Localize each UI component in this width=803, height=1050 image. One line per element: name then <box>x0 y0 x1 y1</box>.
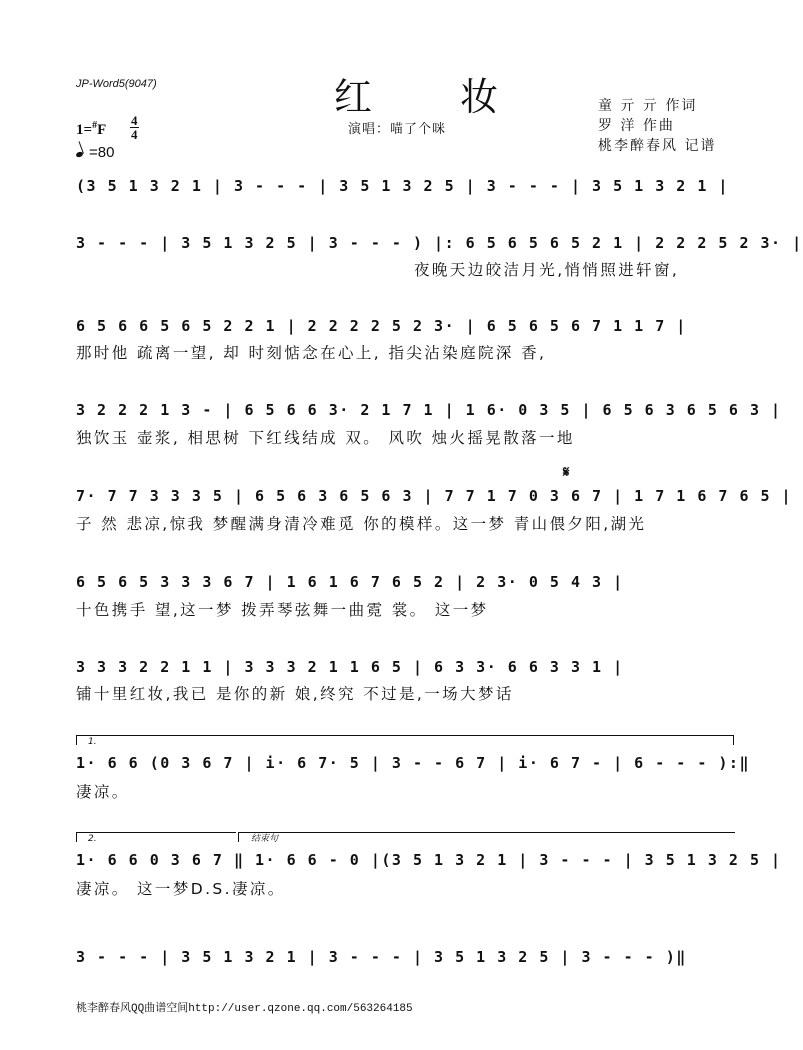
coda-label: 结束句 <box>238 832 735 842</box>
score-row-7: 3 3 3 2 2 1 1 | 3 3 3 2 1 1 6 5 | 6 3 3· 6 6 3 3 1 | <box>76 658 624 676</box>
lyric-row-4: 独饮玉 壶浆, 相思树 下红线结成 双。 风吹 烛火摇晃散落一地 <box>76 429 575 447</box>
credits-block <box>598 96 716 156</box>
software-label: JP-Word5(9047) <box>76 78 157 90</box>
score-row-4: 3 2 2 2 1 3 - | 6 5 6 6 3· 2 1 7 1 | 1 6· 0 3 5 | 6 5 6 3 6 5 6 3 | <box>76 401 782 419</box>
score-row-1: (3 5 1 3 2 1 | 3 - - - | 3 5 1 3 2 5 | 3 - - - | 3 5 1 3 2 1 | <box>76 177 729 195</box>
lyric-row-2: 夜晚天边皎洁月光,悄悄照进轩窗, <box>414 261 680 279</box>
volta-first-ending: 1. <box>76 735 734 745</box>
lyric-row-8: 凄凉。 <box>76 783 130 801</box>
score-row-3: 6 5 6 6 5 6 5 2 2 1 | 2 2 2 2 5 2 3· | 6 5 6 5 6 7 1 1 7 | <box>76 317 687 335</box>
lyric-row-7: 铺十里红妆,我已 是你的新 娘,终究 不过是,一场大梦话 <box>76 685 514 703</box>
time-denominator: 4 <box>131 127 138 142</box>
key-signature <box>76 120 106 139</box>
sharp-sign: # <box>92 120 98 131</box>
time-signature <box>130 114 139 141</box>
song-title: 红 妆 <box>334 75 537 119</box>
segno-sign: 𝄋 <box>563 463 570 481</box>
time-numerator: 4 <box>131 113 138 128</box>
score-row-10: 3 - - - | 3 5 1 3 2 1 | 3 - - - | 3 5 1 3 2 5 | 3 - - - )‖ <box>76 948 687 966</box>
composer-credit: 罗 洋 作曲 <box>598 118 675 134</box>
score-row-9: 1· 6 6 0 3 6 7 ‖ 1· 6 6 - 0 |(3 5 1 3 2 1 | 3 - - - | 3 5 1 3 2 5 | <box>76 851 782 869</box>
lyric-row-3: 那时他 疏离一望, 却 时刻惦念在心上, 指尖沾染庭院深 香, <box>76 344 547 362</box>
quarter-note-icon <box>75 151 83 158</box>
tempo-value: =80 <box>89 144 115 161</box>
score-row-2: 3 - - - | 3 5 1 3 2 5 | 3 - - - ) |: 6 5 6 5 6 5 2 1 | 2 2 2 5 2 3· | <box>76 234 803 252</box>
score-row-6: 6 5 6 5 3 3 3 6 7 | 1 6 1 6 7 6 5 2 | 2 3· 0 5 4 3 | <box>76 573 624 591</box>
lyricist-credit: 童 亓 亓 作词 <box>598 98 698 114</box>
key-note: F <box>97 122 107 138</box>
lyric-row-6: 十色携手 望,这一梦 拨弄琴弦舞一曲霓 裳。 这一梦 <box>76 601 489 619</box>
singer-line: 演唱：喵了个咪 <box>348 122 447 137</box>
lyric-row-5: 子 然 悲凉,惊我 梦醒满身清冷难觅 你的模样。这一梦 青山偎夕阳,湖光 <box>76 515 647 533</box>
volta-second-ending: 2. <box>76 832 236 842</box>
tempo-mark <box>76 144 114 161</box>
key-prefix: 1= <box>76 122 93 138</box>
lyric-row-9: 凄凉。 这一梦D.S.凄凉。 <box>76 880 286 898</box>
transcriber-credit: 桃李醉春风 记谱 <box>598 138 717 154</box>
score-row-8: 1· 6 6 (0 3 6 7 | i· 6 7· 5 | 3 - - 6 7 | i· 6 7 - | 6 - - - ):‖ <box>76 754 750 772</box>
footer-link[interactable]: 桃李醉春风QQ曲谱空间http://user.qzone.qq.com/563264185 <box>76 1003 413 1015</box>
score-row-5: 7· 7 7 3 3 3 5 | 6 5 6 3 6 5 6 3 | 7 7 1 7 0 3 6 7 | 1 7 1 6 7 6 5 | <box>76 487 793 505</box>
